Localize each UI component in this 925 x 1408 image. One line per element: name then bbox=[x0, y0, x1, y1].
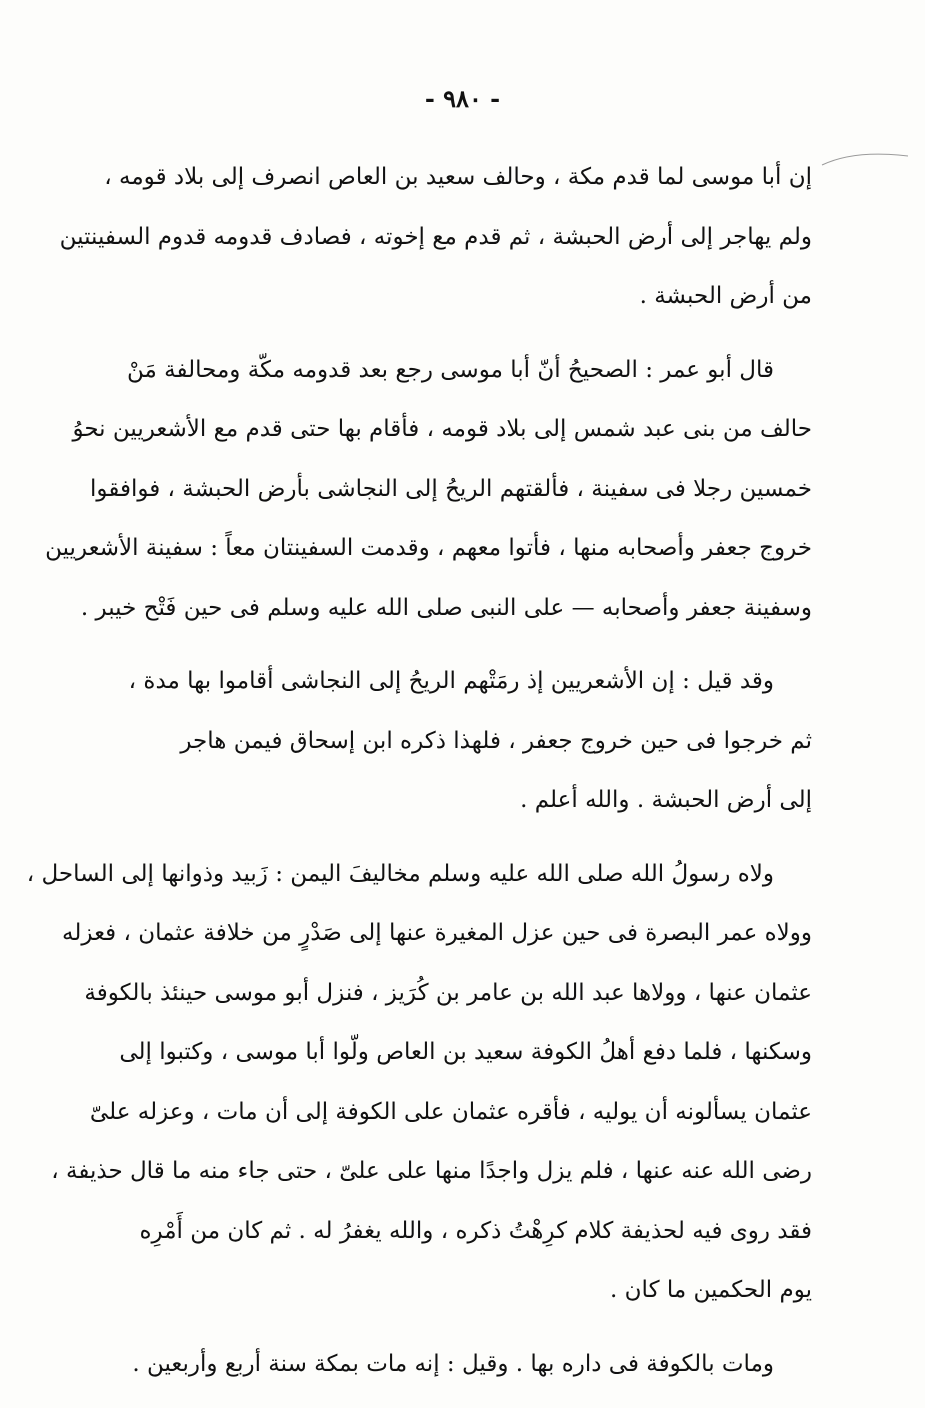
text-line: وولاه عمر البصرة فى حين عزل المغيرة عنها إلى صَدْرٍ من خلافة عثمان ، فعزله bbox=[62, 920, 812, 946]
text-line: خمسين رجلا فى سفينة ، فألقتهم الريحُ إلى النجاشى بأرض الحبشة ، فوافقوا bbox=[90, 475, 812, 502]
text-line: ولم يهاجر إلى أرض الحبشة ، ثم قدم مع إخوته ، فصادف قدومه قدوم السفينتين bbox=[59, 223, 812, 250]
text-line: وقد قيل : إن الأشعريين إذ رمَتْهم الريحُ إلى النجاشى أقاموا بها مدة ، bbox=[128, 668, 774, 694]
page-number: - ٩٨٠ - bbox=[424, 84, 501, 113]
margin-pencil-mark bbox=[820, 150, 910, 170]
text-line: رضى الله عنه عنها ، فلم يزل واجدًا منها على علىّ ، حتى جاء منه ما قال حذيفة ، bbox=[51, 1158, 812, 1184]
text-line: إلى أرض الحبشة . والله أعلم . bbox=[520, 787, 812, 813]
text-line: وسكنها ، فلما دفع أهلُ الكوفة سعيد بن العاص ولّوا أبا موسى ، وكتبوا إلى bbox=[119, 1039, 812, 1065]
body-text bbox=[26, 148, 812, 1408]
text-line: ثم خرجوا فى حين خروج جعفر ، فلهذا ذكره ابن إسحاق فيمن هاجر bbox=[180, 727, 812, 754]
text-line: ومات بالكوفة فى داره بها . وقيل : إنه مات بمكة سنة أربع وأربعين . bbox=[132, 1350, 774, 1377]
text-line: وسفينة جعفر وأصحابه — على النبى صلى الله عليه وسلم فى حين فَتْح خيبر . bbox=[80, 594, 812, 621]
text-line: إن أبا موسى لما قدم مكة ، وحالف سعيد بن العاص انصرف إلى بلاد قومه ، bbox=[104, 164, 812, 190]
text-line: عثمان يسألونه أن يوليه ، فأقره عثمان على الكوفة إلى أن مات ، وعزله علىّ bbox=[89, 1098, 812, 1125]
paragraph-1 bbox=[59, 148, 812, 327]
text-line: من أرض الحبشة . bbox=[639, 283, 812, 309]
text-line: ولاه رسولُ الله صلى الله عليه وسلم مخاليفَ اليمن : زَبيد وذوانها إلى الساحل ، bbox=[26, 860, 774, 887]
paragraph-5 bbox=[122, 1335, 812, 1395]
paragraph-2 bbox=[45, 341, 812, 639]
paragraph-4 bbox=[26, 845, 812, 1321]
text-line: يوم الحكمين ما كان . bbox=[610, 1277, 812, 1303]
paragraph-3 bbox=[122, 652, 812, 831]
text-line: فقد روى فيه لحذيفة كلام كرِهْتُ ذكره ، والله يغفرُ له . ثم كان من أَمْرِه bbox=[139, 1217, 812, 1244]
text-line: عثمان عنها ، وولاها عبد الله بن عامر بن كُرَيز ، فنزل أبو موسى حينئذ بالكوفة bbox=[84, 979, 812, 1006]
text-line: قال أبو عمر : الصحيحُ أنّ أبا موسى رجع بعد قدومه مكّة ومحالفة مَنْ bbox=[127, 356, 774, 383]
text-line: حالف من بنى عبد شمس إلى بلاد قومه ، فأقام بها حتى قدم مع الأشعريين نحوُ bbox=[72, 416, 812, 442]
text-line: خروج جعفر وأصحابه منها ، فأتوا معهم ، وقدمت السفينتان معاً : سفينة الأشعريين bbox=[45, 535, 812, 561]
